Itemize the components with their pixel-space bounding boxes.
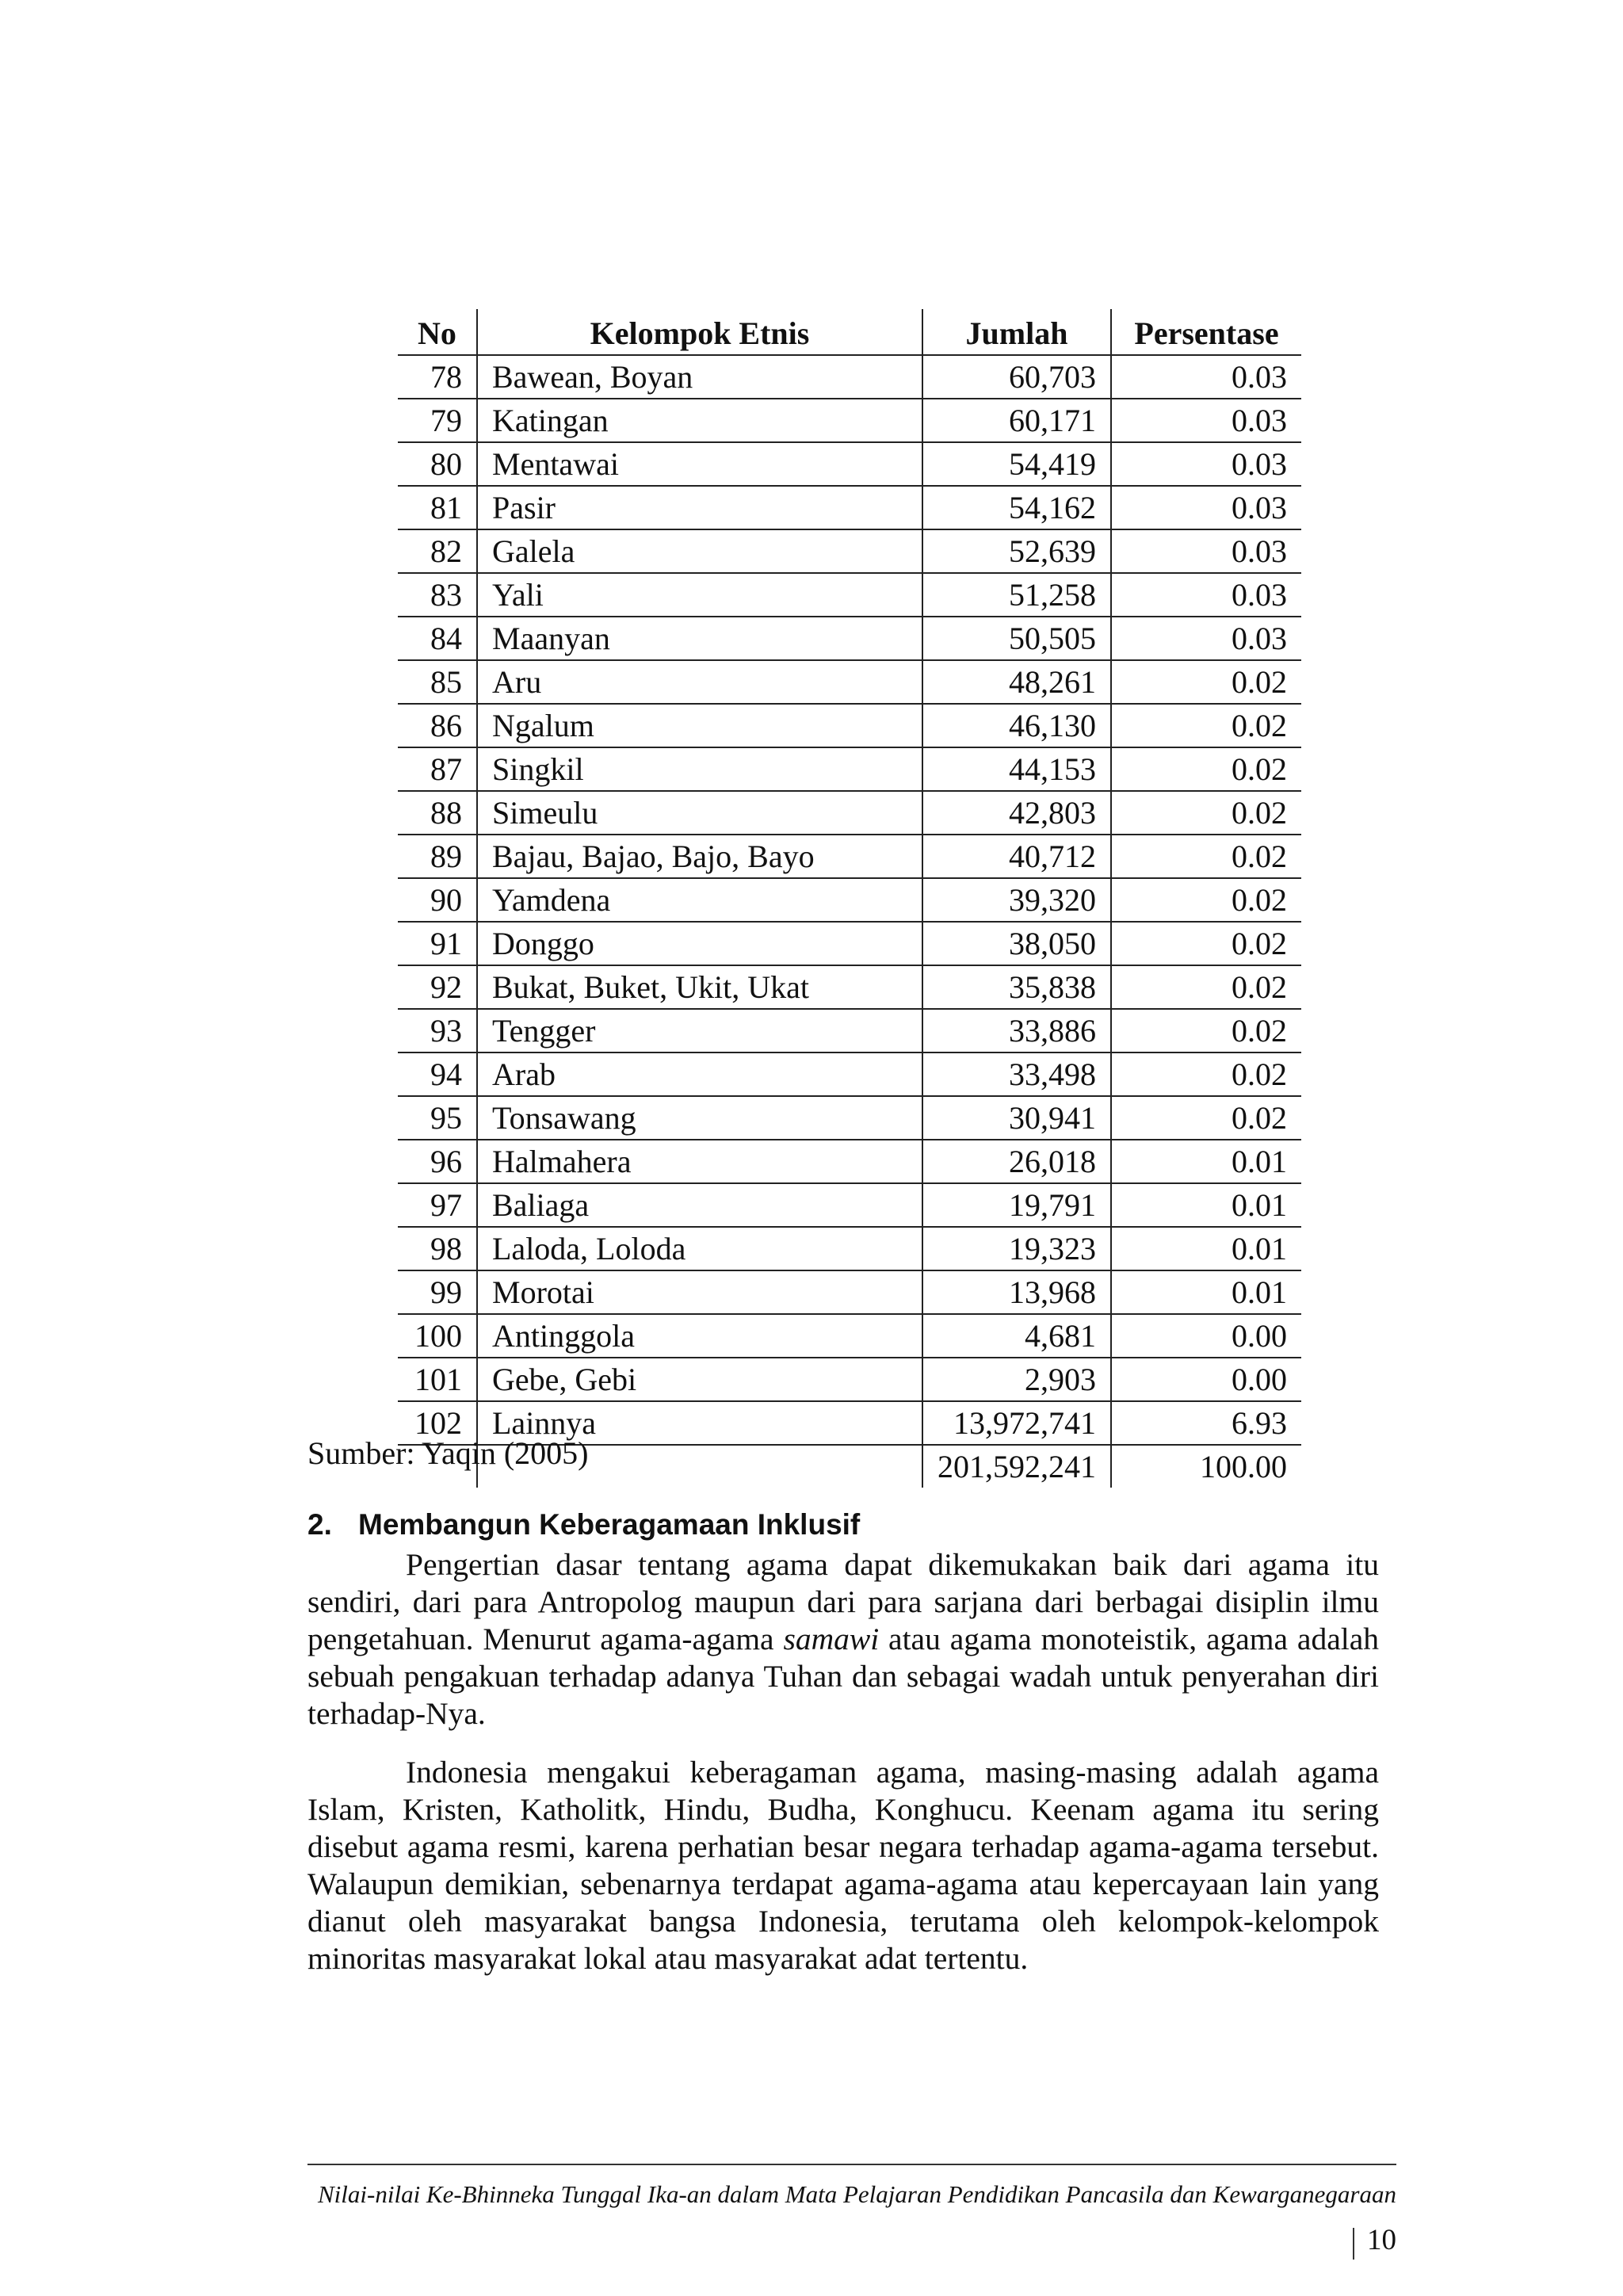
cell-no: 78: [430, 358, 462, 395]
cell-persentase: 0.02: [1111, 791, 1301, 835]
cell-no: 102: [414, 1404, 462, 1441]
table-row: [398, 617, 1301, 660]
cell-no: 86: [430, 707, 462, 743]
table-row: [398, 1140, 1301, 1183]
cell-no: 100: [414, 1317, 462, 1354]
footer-title: Nilai-nilai Ke-Bhinneka Tunggal Ika-an dalam Mata Pelajaran Pendidikan Pancasila dan Kewarganegaraan: [318, 2180, 1396, 2208]
cell-kelompok-etnis: Gebe, Gebi: [477, 1358, 922, 1401]
table-row: [398, 355, 1301, 399]
cell-no: 93: [430, 1012, 462, 1049]
cell-persentase: 0.03: [1111, 399, 1301, 442]
table-row: [398, 486, 1301, 529]
footer-separator: [1353, 2228, 1354, 2260]
cell-kelompok-etnis: Singkil: [477, 747, 922, 791]
cell-jumlah: 33,498: [922, 1052, 1111, 1096]
footer-divider: [307, 2164, 1396, 2165]
cell-persentase: 0.01: [1111, 1227, 1301, 1270]
cell-jumlah: 33,886: [922, 1009, 1111, 1052]
table-row: [398, 1009, 1301, 1052]
cell-no: 83: [430, 576, 462, 613]
page-footer: [307, 2172, 1396, 2256]
paragraph-1-part-a: Pengertian dasar tentang agama dapat dikemukakan baik dari agama itu sendiri, dari para Antropolog maupun dari para sarjana dari berbagai disiplin ilmu pengetahuan. Menurut agama-agama: [307, 1547, 1379, 1656]
table-row: [398, 399, 1301, 442]
cell-persentase: 0.00: [1111, 1314, 1301, 1358]
cell-total-persentase: 100.00: [1111, 1445, 1301, 1488]
cell-jumlah: 46,130: [922, 704, 1111, 747]
table-row: [398, 660, 1301, 704]
header-kelompok-etnis: Kelompok Etnis: [477, 309, 922, 355]
section-heading: [307, 1508, 860, 1541]
cell-kelompok-etnis: Antinggola: [477, 1314, 922, 1358]
table-row: [398, 1096, 1301, 1140]
cell-jumlah: 50,505: [922, 617, 1111, 660]
cell-no: 81: [430, 489, 462, 525]
cell-persentase: 0.00: [1111, 1358, 1301, 1401]
cell-kelompok-etnis: Donggo: [477, 922, 922, 965]
cell-persentase: 0.03: [1111, 529, 1301, 573]
cell-jumlah: 40,712: [922, 835, 1111, 878]
cell-persentase: 0.01: [1111, 1270, 1301, 1314]
cell-persentase: 0.02: [1111, 747, 1301, 791]
table-row: [398, 1270, 1301, 1314]
cell-persentase: 6.93: [1111, 1401, 1301, 1445]
cell-persentase: 0.02: [1111, 965, 1301, 1009]
cell-jumlah: 42,803: [922, 791, 1111, 835]
cell-kelompok-etnis: Simeulu: [477, 791, 922, 835]
cell-no: 79: [430, 402, 462, 438]
cell-persentase: 0.03: [1111, 617, 1301, 660]
cell-kelompok-etnis: Arab: [477, 1052, 922, 1096]
cell-no: 89: [430, 838, 462, 874]
table-row: [398, 529, 1301, 573]
table-row: [398, 922, 1301, 965]
table-row: [398, 747, 1301, 791]
cell-jumlah: 38,050: [922, 922, 1111, 965]
cell-kelompok-etnis: Tonsawang: [477, 1096, 922, 1140]
cell-kelompok-etnis: Bukat, Buket, Ukit, Ukat: [477, 965, 922, 1009]
table-row: [398, 1183, 1301, 1227]
cell-jumlah: 52,639: [922, 529, 1111, 573]
section-number: 2.: [307, 1508, 332, 1541]
cell-kelompok-etnis: Mentawai: [477, 442, 922, 486]
table-row: [398, 1052, 1301, 1096]
table-row: [398, 573, 1301, 617]
cell-jumlah: 13,972,741: [922, 1401, 1111, 1445]
table-row: [398, 878, 1301, 922]
cell-kelompok-etnis: Tengger: [477, 1009, 922, 1052]
cell-persentase: 0.02: [1111, 835, 1301, 878]
cell-jumlah: 19,323: [922, 1227, 1111, 1270]
cell-jumlah: 26,018: [922, 1140, 1111, 1183]
cell-kelompok-etnis: Bawean, Boyan: [477, 355, 922, 399]
cell-jumlah: 4,681: [922, 1314, 1111, 1358]
cell-jumlah: 30,941: [922, 1096, 1111, 1140]
cell-jumlah: 60,703: [922, 355, 1111, 399]
cell-persentase: 0.02: [1111, 704, 1301, 747]
cell-jumlah: 51,258: [922, 573, 1111, 617]
cell-no: 99: [430, 1274, 462, 1310]
table-body: [398, 355, 1301, 1488]
cell-persentase: 0.03: [1111, 355, 1301, 399]
cell-persentase: 0.01: [1111, 1183, 1301, 1227]
table-row: [398, 1227, 1301, 1270]
cell-persentase: 0.02: [1111, 922, 1301, 965]
cell-no: 91: [430, 925, 462, 961]
cell-persentase: 0.02: [1111, 1096, 1301, 1140]
table-row: [398, 442, 1301, 486]
table-row: [398, 704, 1301, 747]
cell-no: 101: [414, 1361, 462, 1397]
cell-no: 96: [430, 1143, 462, 1179]
header-persentase: Persentase: [1111, 309, 1301, 355]
cell-no: 95: [430, 1099, 462, 1136]
cell-kelompok-etnis: Maanyan: [477, 617, 922, 660]
cell-persentase: 0.02: [1111, 660, 1301, 704]
cell-no: 94: [430, 1056, 462, 1092]
table-row: [398, 791, 1301, 835]
section-title: Membangun Keberagamaan Inklusif: [358, 1508, 861, 1541]
cell-kelompok-etnis: Bajau, Bajao, Bajo, Bayo: [477, 835, 922, 878]
table-source: Sumber: Yaqin (2005): [307, 1435, 589, 1471]
cell-no: 90: [430, 881, 462, 918]
cell-no: 80: [430, 445, 462, 482]
table-row: [398, 835, 1301, 878]
cell-kelompok-etnis: Baliaga: [477, 1183, 922, 1227]
cell-jumlah: 54,419: [922, 442, 1111, 486]
cell-kelompok-etnis: Yamdena: [477, 878, 922, 922]
cell-jumlah: 13,968: [922, 1270, 1111, 1314]
cell-no: 88: [430, 794, 462, 831]
cell-persentase: 0.02: [1111, 1052, 1301, 1096]
header-no: No: [418, 315, 456, 351]
cell-jumlah: 39,320: [922, 878, 1111, 922]
cell-kelompok-etnis: Aru: [477, 660, 922, 704]
header-jumlah: Jumlah: [922, 309, 1111, 355]
cell-kelompok-etnis: Katingan: [477, 399, 922, 442]
cell-kelompok-etnis: Pasir: [477, 486, 922, 529]
cell-kelompok-etnis: Ngalum: [477, 704, 922, 747]
cell-no: 92: [430, 968, 462, 1005]
cell-no: 85: [430, 663, 462, 700]
page-number: 10: [1367, 2224, 1396, 2256]
cell-jumlah: 35,838: [922, 965, 1111, 1009]
cell-no: 97: [430, 1186, 462, 1223]
cell-no: 98: [430, 1230, 462, 1266]
cell-jumlah: 2,903: [922, 1358, 1111, 1401]
paragraph-2: Indonesia mengakui keberagaman agama, masing-masing adalah agama Islam, Kristen, Katholitk, Hindu, Budha, Konghucu. Keenam agama itu sering disebut agama resmi, karena perhatian besar negara terhadap agama-agama tersebut. Walaupun demikian, sebenarnya terdapat agama-agama atau kepercayaan lain yang dianut oleh masyarakat bangsa Indonesia, terutama oleh kelompok-kelompok minoritas masyarakat lokal atau masyarakat adat tertentu.: [307, 1755, 1379, 1976]
cell-total-jumlah: 201,592,241: [922, 1445, 1111, 1488]
cell-kelompok-etnis: Lainnya: [477, 1401, 922, 1445]
cell-jumlah: 60,171: [922, 399, 1111, 442]
cell-persentase: 0.02: [1111, 1009, 1301, 1052]
cell-kelompok-etnis: Halmahera: [477, 1140, 922, 1183]
cell-jumlah: 54,162: [922, 486, 1111, 529]
cell-persentase: 0.01: [1111, 1140, 1301, 1183]
paragraph-1-emphasis: samawi: [783, 1622, 880, 1656]
cell-persentase: 0.02: [1111, 878, 1301, 922]
cell-persentase: 0.03: [1111, 573, 1301, 617]
cell-no: 87: [430, 751, 462, 787]
cell-persentase: 0.03: [1111, 486, 1301, 529]
cell-persentase: 0.03: [1111, 442, 1301, 486]
table-row: [398, 965, 1301, 1009]
table-row: [398, 1314, 1301, 1358]
cell-no: 84: [430, 620, 462, 656]
cell-kelompok-etnis: Galela: [477, 529, 922, 573]
table-header-row: [398, 309, 1301, 355]
cell-jumlah: 44,153: [922, 747, 1111, 791]
paragraph-1: [307, 1546, 1379, 1733]
cell-kelompok-etnis: Yali: [477, 573, 922, 617]
cell-kelompok-etnis: Laloda, Loloda: [477, 1227, 922, 1270]
cell-no: 82: [430, 533, 462, 569]
cell-kelompok-etnis: Morotai: [477, 1270, 922, 1314]
table-row: [398, 1358, 1301, 1401]
ethnic-group-table: [398, 309, 1301, 1488]
paragraph-1-part-b: atau agama monoteistik, agama adalah sebuah pengakuan terhadap adanya Tuhan dan sebagai wadah untuk penyerahan diri terhadap-Nya.: [307, 1622, 1379, 1731]
cell-jumlah: 19,791: [922, 1183, 1111, 1227]
cell-jumlah: 48,261: [922, 660, 1111, 704]
